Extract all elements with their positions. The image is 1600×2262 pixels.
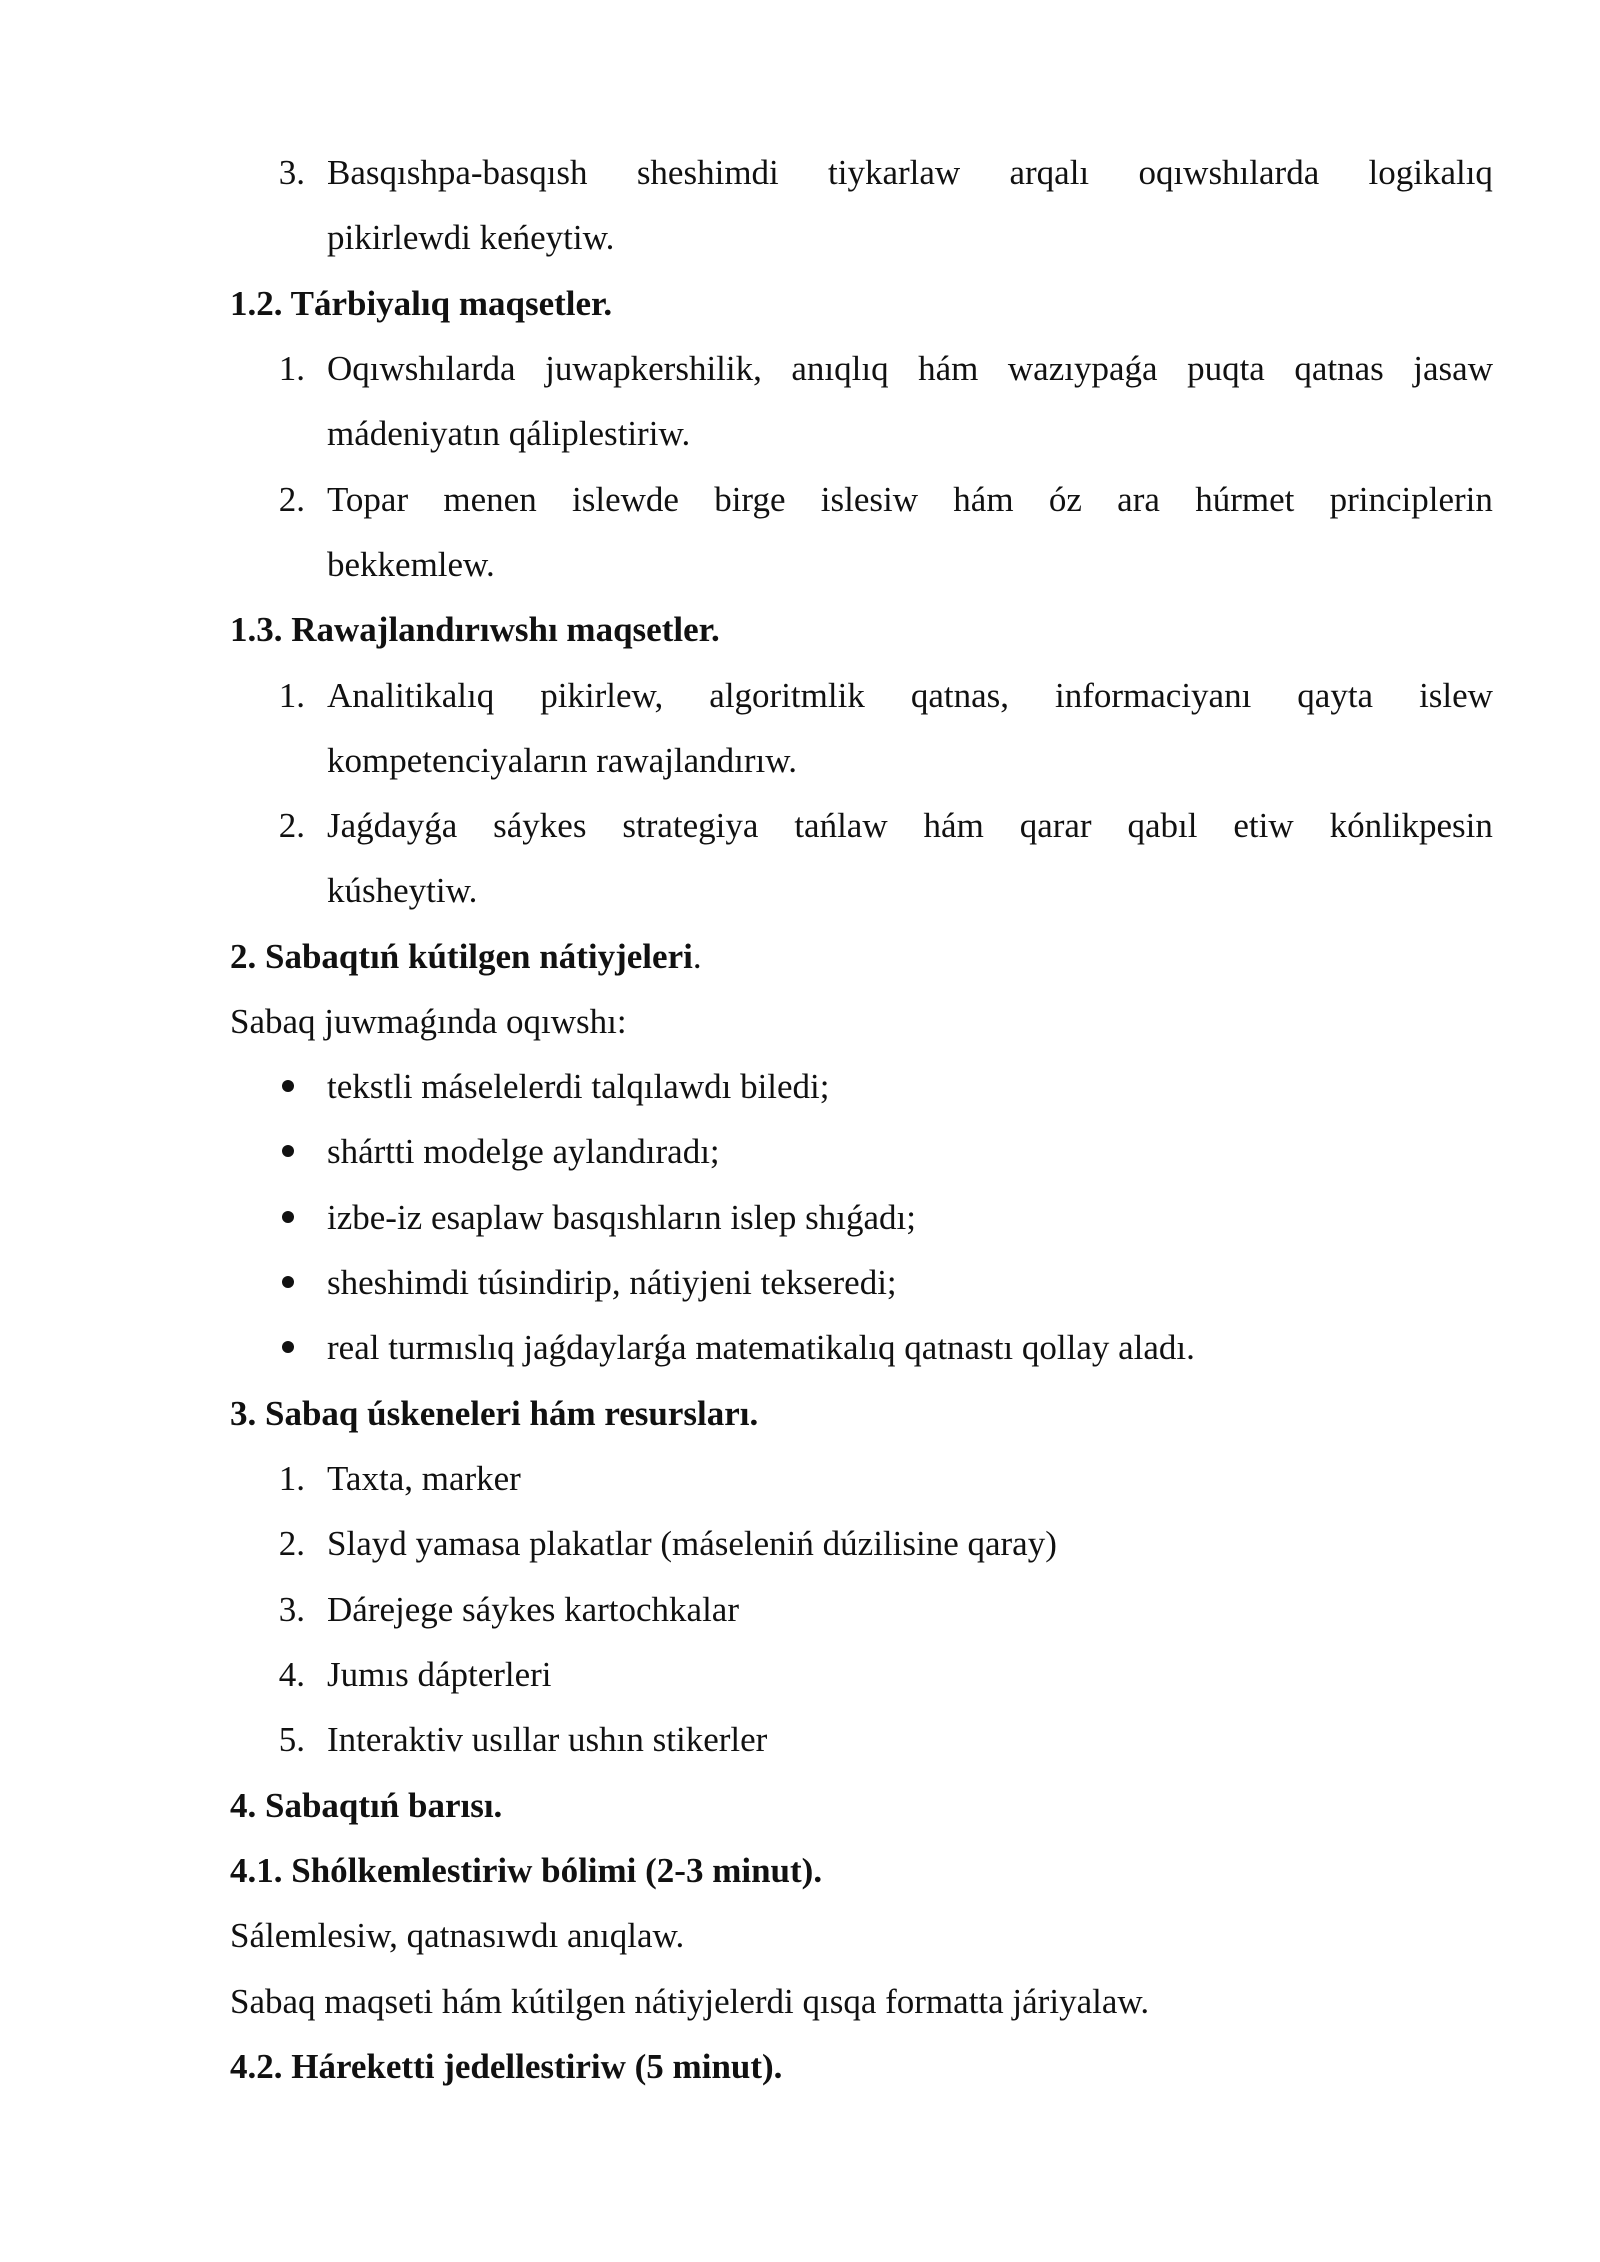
subsection-heading: 4.1. Shólkemlestiriw bólimi (2-3 minut). xyxy=(230,1851,823,1890)
word: islewde xyxy=(572,480,679,519)
bullet-icon xyxy=(282,1276,294,1288)
word: sheshimdi xyxy=(636,153,779,192)
list-item-line xyxy=(327,151,1493,195)
list-item-line xyxy=(327,347,1493,391)
word: logikalıq xyxy=(1368,153,1493,192)
subsection-heading: 4.2. Háreketti jedellestiriw (5 minut). xyxy=(230,2047,783,2086)
list-number: 4. xyxy=(278,1655,305,1694)
intro-text: Sabaq juwmaǵında oqıwshı: xyxy=(230,1002,627,1041)
list-item-line xyxy=(327,674,1493,718)
word: pikirlew, xyxy=(540,676,664,715)
word: algoritmlik xyxy=(709,676,865,715)
bullet-item: sheshimdi túsindirip, nátiyjeni tekseredi; xyxy=(327,1263,897,1302)
word: arqalı xyxy=(1009,153,1090,192)
word: tańlaw xyxy=(794,806,888,845)
list-item-line xyxy=(327,478,1493,522)
word: hám xyxy=(953,480,1014,519)
bullet-icon xyxy=(282,1145,294,1157)
section-heading: 1.3. Rawajlandırıwshı maqsetler. xyxy=(230,610,720,649)
list-item: Dárejege sáykes kartochkalar xyxy=(327,1590,740,1629)
list-item: Taxta, marker xyxy=(327,1459,521,1498)
list-number: 2. xyxy=(278,1524,305,1563)
section-heading xyxy=(230,935,702,979)
list-number: 3. xyxy=(278,153,305,192)
list-item-line: kúsheytiw. xyxy=(327,871,478,910)
word: menen xyxy=(443,480,537,519)
list-item: Slayd yamasa plakatlar (máseleniń dúzilisine qaray) xyxy=(327,1524,1057,1563)
word: islew xyxy=(1419,676,1493,715)
word: sáykes xyxy=(493,806,587,845)
list-number: 5. xyxy=(278,1720,305,1759)
word: qatnas, xyxy=(910,676,1009,715)
word: jasaw xyxy=(1413,349,1493,388)
word: Basqıshpa-basqısh xyxy=(327,153,588,192)
section-heading: 1.2. Tárbiyalıq maqsetler. xyxy=(230,284,613,323)
list-number: 2. xyxy=(278,480,305,519)
paragraph: Sabaq maqseti hám kútilgen nátiyjelerdi qısqa formatta járiyalaw. xyxy=(230,1982,1150,2021)
word: principlerin xyxy=(1329,480,1493,519)
word: birge xyxy=(714,480,786,519)
word: qayta xyxy=(1297,676,1374,715)
paragraph: Sálemlesiw, qatnasıwdı anıqlaw. xyxy=(230,1916,685,1955)
word: informaciyanı xyxy=(1054,676,1252,715)
word: Analitikalıq xyxy=(327,676,495,715)
bullet-icon xyxy=(282,1080,294,1092)
word: hám xyxy=(918,349,979,388)
word: qarar xyxy=(1019,806,1092,845)
word: kónlikpesin xyxy=(1329,806,1493,845)
list-item-line: bekkemlew. xyxy=(327,545,495,584)
word: tiykarlaw xyxy=(828,153,961,192)
word: etiw xyxy=(1233,806,1294,845)
list-item-line xyxy=(327,804,1493,848)
bullet-item: izbe-iz esaplaw basqıshların islep shıǵadı; xyxy=(327,1198,917,1237)
word: Topar xyxy=(327,480,409,519)
word: strategiya xyxy=(622,806,759,845)
word: juwapkershilik, xyxy=(545,349,762,388)
list-number: 1. xyxy=(278,676,305,715)
bullet-item: tekstli máselelerdi talqılawdı biledi; xyxy=(327,1067,830,1106)
word: qatnas xyxy=(1294,349,1384,388)
list-item-line: kompetenciyaların rawajlandırıw. xyxy=(327,741,798,780)
word: hám xyxy=(923,806,984,845)
list-item: Jumıs dápterleri xyxy=(327,1655,552,1694)
bullet-icon xyxy=(282,1211,294,1223)
section-heading: 4. Sabaqtıń barısı. xyxy=(230,1786,503,1825)
list-item: Interaktiv usıllar ushın stikerler xyxy=(327,1720,768,1759)
word: Oqıwshılarda xyxy=(327,349,516,388)
word: ara xyxy=(1117,480,1160,519)
word: qabıl xyxy=(1127,806,1198,845)
list-number: 1. xyxy=(278,1459,305,1498)
list-item-line: mádeniyatın qáliplestiriw. xyxy=(327,414,691,453)
list-number: 1. xyxy=(278,349,305,388)
word: húrmet xyxy=(1195,480,1295,519)
list-item-line: pikirlewdi keńeytiw. xyxy=(327,218,615,257)
bullet-item: shártti modelge aylandıradı; xyxy=(327,1132,720,1171)
section-heading-dot: . xyxy=(692,937,702,976)
section-heading-text: 2. Sabaqtıń kútilgen nátiyjeleri xyxy=(230,937,693,976)
word: anıqlıq xyxy=(791,349,889,388)
list-number: 3. xyxy=(278,1590,305,1629)
word: islesiw xyxy=(820,480,919,519)
list-number: 2. xyxy=(278,806,305,845)
word: wazıypaǵa xyxy=(1007,349,1158,388)
word: oqıwshılarda xyxy=(1138,153,1320,192)
word: Jaǵdayǵa xyxy=(327,806,458,845)
word: óz xyxy=(1048,480,1082,519)
section-heading: 3. Sabaq úskeneleri hám resursları. xyxy=(230,1394,759,1433)
word: puqta xyxy=(1187,349,1265,388)
bullet-item: real turmıslıq jaǵdaylarǵa matematikalıq qatnastı qollay aladı. xyxy=(327,1328,1195,1367)
bullet-icon xyxy=(282,1341,294,1353)
